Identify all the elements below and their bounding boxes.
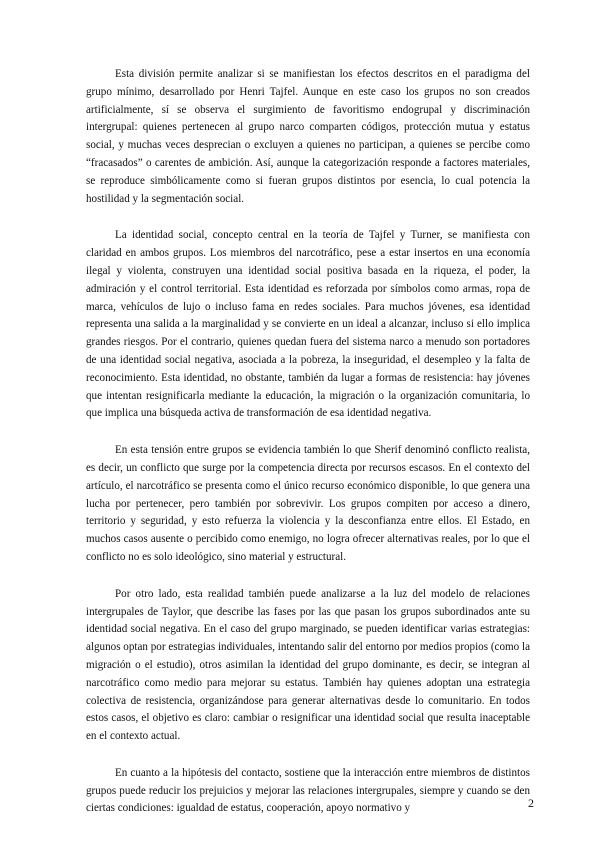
page-number: 2 (528, 796, 534, 810)
paragraph-taylor-model: Por otro lado, esta realidad también puede analizarse a la luz del modelo de relaciones intergrupales de Taylor, que describe las fases por las que pasan los grupos subordinados ante su identidad social negativa. En el caso del grupo marginado, se pueden identificar varias estrategias: algunos optan por estrategias individuales, intentando salir del entorno por medios propios (como la migración o el estudio), otros asimilan la identidad del grupo dominante, es decir, se integran al narcotráfico como medio para mejorar su estatus. También hay quienes adoptan una estrategia colectiva de resistencia, organizándose para generar alternativas desde lo comunitario. En todos estos casos, el objetivo es claro: cambiar o resignificar una identidad social que resulta inaceptable en el contexto actual. (86, 587, 530, 743)
paragraph-social-identity: La identidad social, concepto central en la teoría de Tajfel y Turner, se manifiesta con claridad en ambos grupos. Los miembros del narcotráfico, pese a estar insertos en una economía ilegal y violenta, construyen una identidad social positiva basada en la riqueza, el poder, la admiración y el control territorial. Esta identidad es reforzada por símbolos como armas, ropa de marca, vehículos de lujo o incluso fama en redes sociales. Para muchos jóvenes, esa identidad representa una salida a la marginalidad y se convierte en un ideal a alcanzar, incluso si ello implica grandes riesgos. Por el contrario, quienes quedan fuera del sistema narco a menudo son portadores de una identidad social negativa, asociada a la pobreza, la inseguridad, el desempleo y la falta de reconocimiento. Esta identidad, no obstante, también da lugar a formas de resistencia: hay jóvenes que intentan resignificarla mediante la educación, la migración o la organización comunitaria, lo que implica una búsqueda activa de transformación de esa identidad negativa. (86, 229, 530, 420)
paragraph-contact-hypothesis: En cuanto a la hipótesis del contacto, sostiene que la interacción entre miembros de distintos grupos puede reducir los prejuicios y mejorar las relaciones intergrupales, siempre y cuando se den ciertas condiciones: igualdad de estatus, cooperación, apoyo normativo y (86, 766, 530, 815)
body-text (86, 66, 530, 837)
paragraph-realistic-conflict: En esta tensión entre grupos se evidencia también lo que Sherif denominó conflicto realista, es decir, un conflicto que surge por la competencia directa por recursos escasos. En el contexto del artículo, el narcotráfico se presenta como el único recurso económico disponible, lo que genera una lucha por pertenecer, pero también por sobrevivir. Los grupos compiten por acceso a dinero, territorio y seguridad, y esto refuerza la violencia y la desconfianza entre ellos. El Estado, en muchos casos ausente o percibido como enemigo, no logra ofrecer alternativas reales, por lo que el conflicto no es solo ideológico, sino material y estructural. (86, 444, 530, 563)
paragraph-minimal-group: Esta división permite analizar si se manifiestan los efectos descritos en el paradigma del grupo mínimo, desarrollado por Henri Tajfel. Aunque en este caso los grupos no son creados artificialmente, sí se observa el surgimiento de favoritismo endogrupal y discriminación intergrupal: quienes pertenecen al grupo narco comparten códigos, protección mutua y estatus social, y muchas veces desprecian o excluyen a quienes no participan, a quienes se percibe como “fracasados” o carentes de ambición. Así, aunque la categorización responde a factores materiales, se reproduce simbólicamente como si fueran grupos distintos por esencia, lo cual potencia la hostilidad y la segmentación social. (86, 68, 530, 205)
